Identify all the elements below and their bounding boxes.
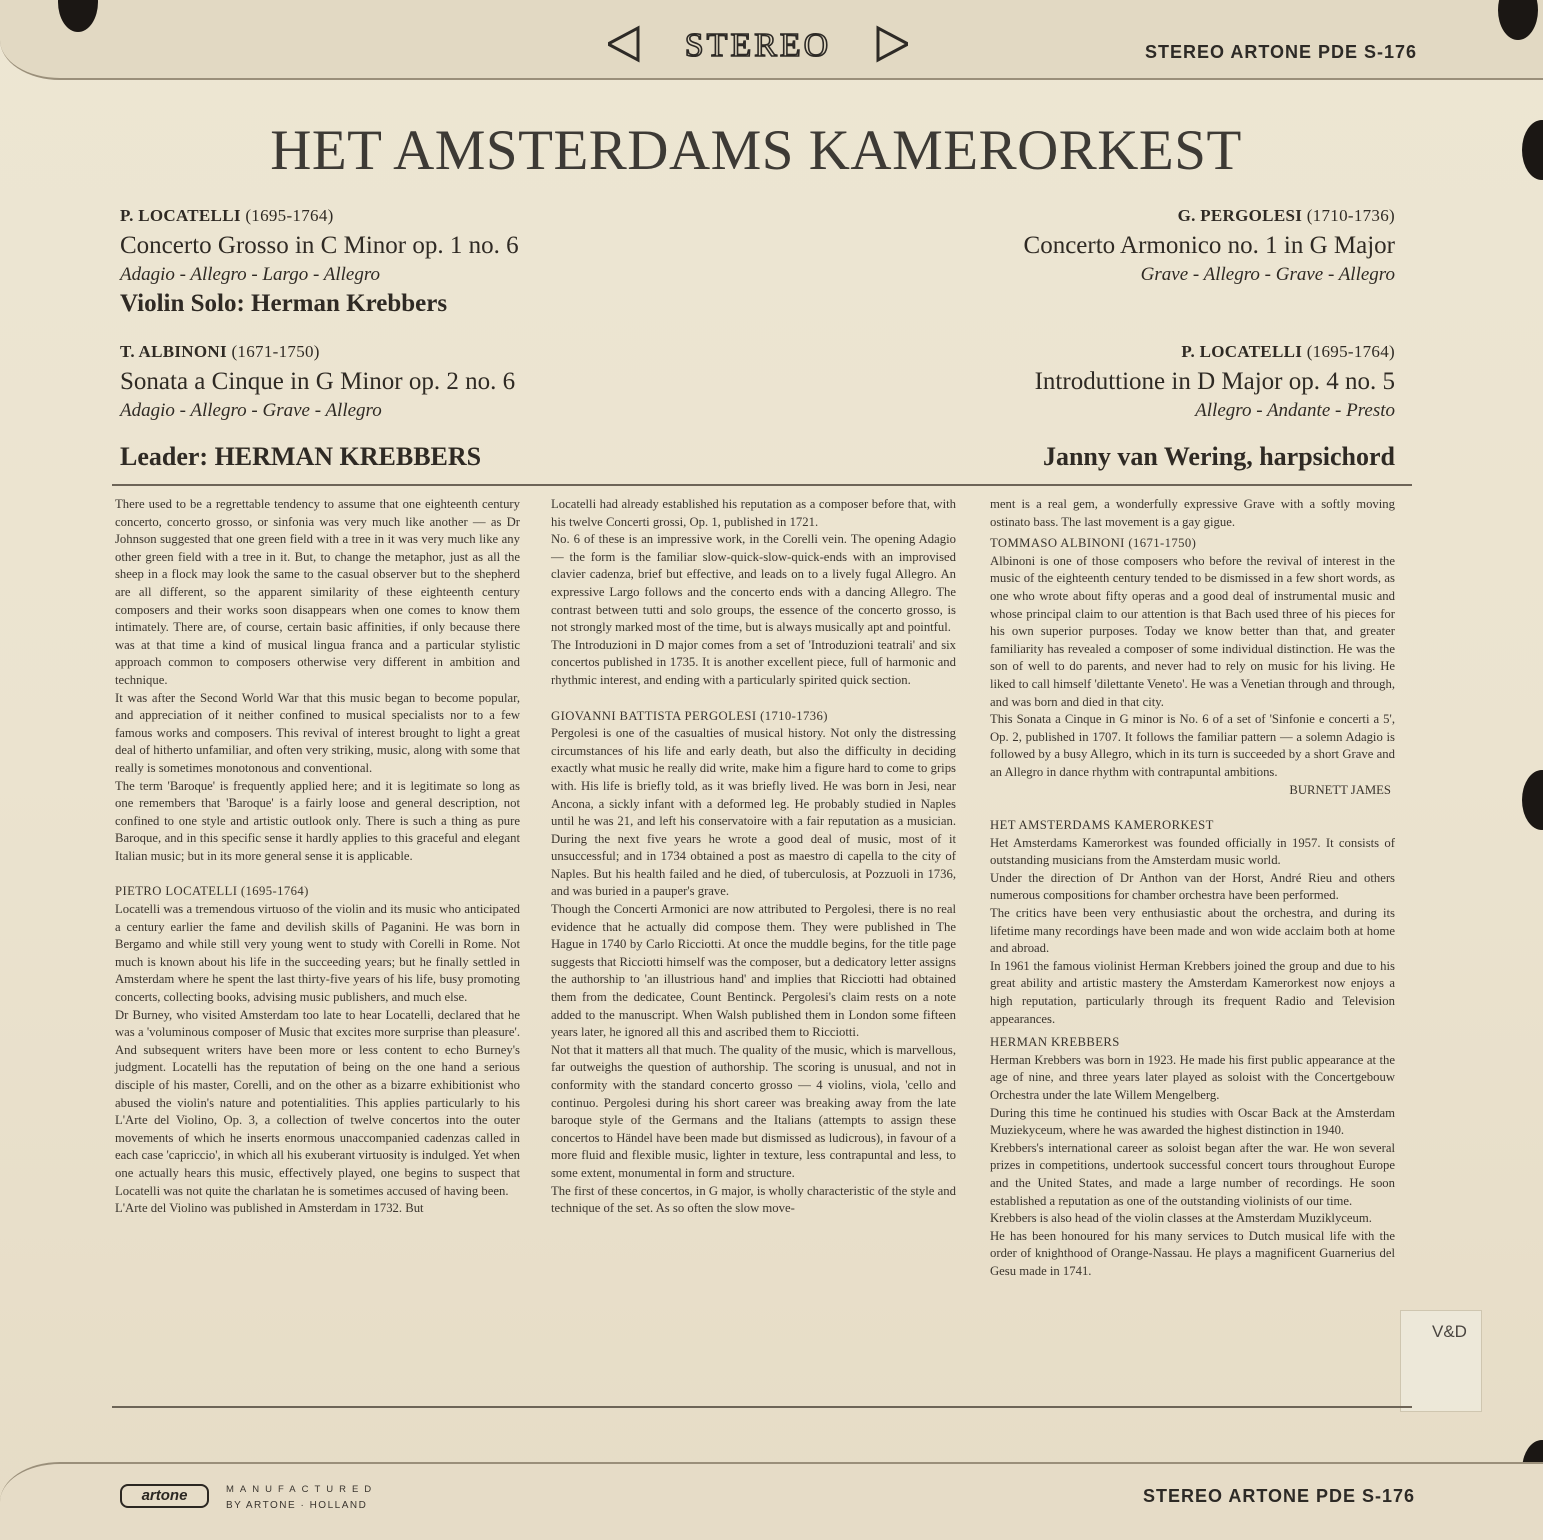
paragraph: There used to be a regrettable tendency to assume that one eighteenth century concerto, concerto grosso, or sinfonia was very much like another — as Dr Johnson suggested that one green field with a tree in it was very much like any other green field with a tree in it. But, to change the metaphor, just as all the sheep in a flock may look the same to the casual observer but to the shepherd are all different, so the apparent similarity of these eighteenth century composers and their works soon disappears when one comes to know them intimately. There are, of course, certain basic affinities, if only because there was at that time a kind of musical lingua franca and a particular stylistic approach common to composers otherwise very different in ambition and technique. [115,497,520,687]
composer: G. PERGOLESI (1710-1736) [1177,206,1395,225]
paragraph: No. 6 of these is an impressive work, in the Corelli vein. The opening Adagio — the form is the familiar slow-quick-slow-quick-ends with an improvised clavier cadenza, brief but effective, and leads on to a lively fugal Allegro. An expressive Largo follows and the concerto ends with a dancing Allegro. The contrast between tutti and solo groups, the essence of the concerto grosso, is not strongly marked most of the time, but is always musically apt and pointful. [551,532,956,635]
album-title: HET AMSTERDAMS KAMERORKEST [270,119,1242,182]
program-right-2 [1035,342,1395,422]
section-heading: HET AMSTERDAMS KAMERORKEST [990,818,1214,833]
manufacturer-line: BY ARTONE · HOLLAND [226,1500,368,1511]
paragraph: Not that it matters all that much. The quality of the music, which is marvellous, far outweighs the question of authorship. The scoring is unusual, and not in conformity with the standard concerto grosso — 4 violins, viola, 'cello and continuo. Pergolesi during his short career was breaking away from the late baroque style of the Germans and the Italians (attempts to assign these concertos to Händel have been made but dismissed as ludicrous), in favour of a more fluid and flexible music, lighter in texture, less contrapuntal and less, to some extent, monumental in form and structure. [551,1042,956,1180]
section-heading: PIETRO LOCATELLI (1695-1764) [115,884,309,899]
paragraph: The Introduzioni in D major comes from a set of 'Introduzioni teatrali' and six concertos published in 1735. It is another excellent piece, full of harmonic and rhythmic interest, and ending with a particularly spirited quick section. [551,637,956,687]
sticker-label: V&D [1432,1322,1467,1341]
artone-logo: artone [120,1484,209,1508]
notes-column-1 [115,496,520,1218]
composer: P. LOCATELLI (1695-1764) [1181,342,1395,361]
notes-column-2 [551,496,956,1218]
stereo-logo-text: STEREO [684,27,832,64]
program-left-1 [120,206,519,318]
paragraph: Het Amsterdams Kamerorkest was founded officially in 1957. It consists of outstanding musicians from the Amsterdam music world. [990,835,1395,868]
paragraph: The term 'Baroque' is frequently applied here; and it is legitimate so long as one remembers that 'Baroque' is a fairly loose and general description, not confined to one style and artistic outlook only. There is such a thing as pure Baroque, and in this specific sense it hardly applies to this graceful and elegant Italian music; but in its more general sense it is applicable. [115,778,520,863]
paragraph: The critics have been very enthusiastic about the orchestra, and during its lifetime many recordings have been made and won wide acclaim both at home and abroad. [990,906,1395,956]
movements: Adagio - Allegro - Grave - Allegro [120,400,382,421]
paragraph: Locatelli had already established his reputation as a composer before that, with his twelve Concerti grossi, Op. 1, published in 1721. [551,497,956,529]
paragraph: Though the Concerti Armonici are now attributed to Pergolesi, there is no real evidence that he actually did compose them. They were published in The Hague in 1740 by Carlo Ricciotti. At once the muddle begins, for the title page suggests that Ricciotti himself was the composer, but a dedicatory letter assigns the authorship to 'an illustrious hand' and implies that Ricciotti had obtained them from the dedicatee, Count Bentinck. Pergolesi's claim rests on a note added to the manuscript. When Walsh published them in London some fifteen years later, he ignored all this and ascribed them to Ricciotti. [551,902,956,1040]
work-title: Introduttione in D Major op. 4 no. 5 [1034,368,1395,395]
composer: P. LOCATELLI (1695-1764) [120,206,334,225]
paragraph: Albinoni is one of those composers who before the revival of interest in the music of the eighteenth century tended to be dismissed in a few short words, as one who wrote about fifty operas and a good deal of instrumental music and whose principal claim to our attention is that Bach used three of his pieces for his own superior purposes. Today we know better than that, and greater familiarity has revealed a composer of some individual distinction. He was the son of well to do parents, and never had to rely on music for his living. He liked to call himself 'dilettante Veneto'. He was a Venetian through and through, and was born and died in that city. [990,553,1395,709]
paragraph: In 1961 the famous violinist Herman Krebbers joined the group and due to his great ability and artistic mastery the Amsterdam Kamerorkest now enjoys a high reputation, particularly through its frequent Radio and Television appearances. [990,958,1395,1026]
catalog-number-top: STEREO ARTONE PDE S-176 [1145,42,1418,62]
paragraph: He has been honoured for his many services to Dutch musical life with the order of knighthood of Orange-Nassau. He plays a magnificent Guarnerius del Gesu made in 1741. [990,1228,1395,1278]
section-heading: HERMAN KREBBERS [990,1035,1120,1050]
paragraph: L'Arte del Violino was published in Amsterdam in 1732. But [115,1201,424,1216]
program-left-2 [120,342,515,422]
soloist: Violin Solo: Herman Krebbers [120,290,448,317]
paragraph: The first of these concertos, in G major, is wholly characteristic of the style and technique of the set. As so often the slow move- [551,1183,956,1216]
paragraph: During this time he continued his studies with Oscar Back at the Amsterdam Muziekyceum, where he was awarded the highest distinction in 1940. [990,1105,1395,1138]
leader-credit: Leader: HERMAN KREBBERS [120,442,482,471]
program-right-1 [1024,206,1395,286]
paragraph: It was after the Second World War that this music began to become popular, and appreciation of it neither confined to musical specialists nor to a few famous works and composers. This revival of interest brought to light a great deal of hitherto unfamiliar, and often very striking, music, along with some that really is sometimes monotonous and conventional. [115,690,520,775]
paragraph: Herman Krebbers was born in 1923. He made his first public appearance at the age of nine, and three years later played as soloist with the Concertgebouw Orchestra under the late Willem Mengelberg. [990,1052,1395,1102]
paragraph: Krebbers's international career as soloist began after the war. He won several prizes in competitions, undertook successful concert tours throughout Europe and the United States, and made a large number of recordings. He soon established a reputation as one of the outstanding violinists of our time. [990,1140,1395,1208]
movements: Grave - Allegro - Grave - Allegro [1140,264,1395,285]
paragraph: ment is a real gem, a wonderfully expressive Grave with a softly moving ostinato bass. The last movement is a gay gigue. [990,497,1395,529]
paragraph: Under the direction of Dr Anthon van der Horst, André Rieu and others numerous compositions for chamber orchestra have been performed. [990,870,1395,903]
paragraph: Krebbers is also head of the violin classes at the Amsterdam Muziklyceum. [990,1211,1372,1226]
catalog-number-bottom: STEREO ARTONE PDE S-176 [1143,1486,1416,1506]
notes-column-3 [990,496,1395,1281]
section-heading: GIOVANNI BATTISTA PERGOLESI (1710-1736) [551,708,828,723]
harpsichord-credit: Janny van Wering, harpsichord [1042,442,1395,471]
divider-top [112,484,1412,486]
section-heading: TOMMASO ALBINONI (1671-1750) [990,536,1197,551]
work-title: Sonata a Cinque in G Minor op. 2 no. 6 [120,368,516,395]
stereo-logo [608,24,908,64]
author-signature: BURNETT JAMES [1289,782,1391,797]
movements: Allegro - Andante - Presto [1195,400,1395,421]
work-title: Concerto Grosso in C Minor op. 1 no. 6 [120,232,519,259]
composer: T. ALBINONI (1671-1750) [120,342,320,361]
movements: Adagio - Allegro - Largo - Allegro [120,264,381,285]
paragraph: Locatelli was a tremendous virtuoso of the violin and its music who anticipated a century earlier the fame and devilish skills of Paganini. He was born in Bergamo and while still very young went to study with Corelli in Rome. Not much is known about his life in the succeeding years; but he finally settled in Amsterdam where he spent the last thirty-five years of his life, busy promoting concerts, collecting books, advising music publishers, and much else. [115,902,520,1005]
manufactured-label: MANUFACTURED [226,1484,378,1495]
divider-bottom [112,1406,1412,1408]
paragraph: Pergolesi is one of the casualties of musical history. Not only the distressing circumstances of his life and early death, but also the difficulty in deciding exactly what music he really did write, make him a figure hard to come to grips with. His life is briefly told, as it was briefly lived. He was born in Jesi, near Ancona, a sickly infant with a deformed leg. He probably studied in Naples until he was 21, and left his conservatoire with a fair reputation as a musician. During the next five years he wrote a good deal of music, most of it unsuccessful; and in 1734 obtained a post as maestro di capella to the city of Naples. But his health failed and he died, of tuberculosis, at Pozzuoli in 1736, and was buried in a pauper's grave. [551,726,956,899]
paragraph: This Sonata a Cinque in G minor is No. 6 of a set of 'Sinfonie e concerti a 5', Op. 2, published in 1707. It follows the familiar pattern — a solemn Adagio is followed by a busy Allegro, which in its turn is succeeded by a short Grave and an Allegro in dance rhythm with contrapuntal ambitions. [990,712,1395,779]
work-title: Concerto Armonico no. 1 in G Major [1023,232,1395,259]
paragraph: Dr Burney, who visited Amsterdam too late to hear Locatelli, declared that he was a 'voluminous composer of Music that excites more surprise than pleasure'. And subsequent writers have been more or less content to echo Burney's judgment. Locatelli has the reputation of being on the one hand a serious disciple of his master, Corelli, and on the other as a bizarre exhibitionist who abused the violin's nature and potentialities. This applies particularly to his L'Arte del Violino, Op. 3, a collection of twelve concertos into the outer movements of which he inserts enormous unaccompanied cadenzas called in each case 'capriccio', in which all his exuberant virtuosity is indulged. Yet when one actually hears this music, effectively played, one begins to suspect that Locatelli was not quite the charlatan he is sometimes accused of having been. [115,1007,520,1198]
